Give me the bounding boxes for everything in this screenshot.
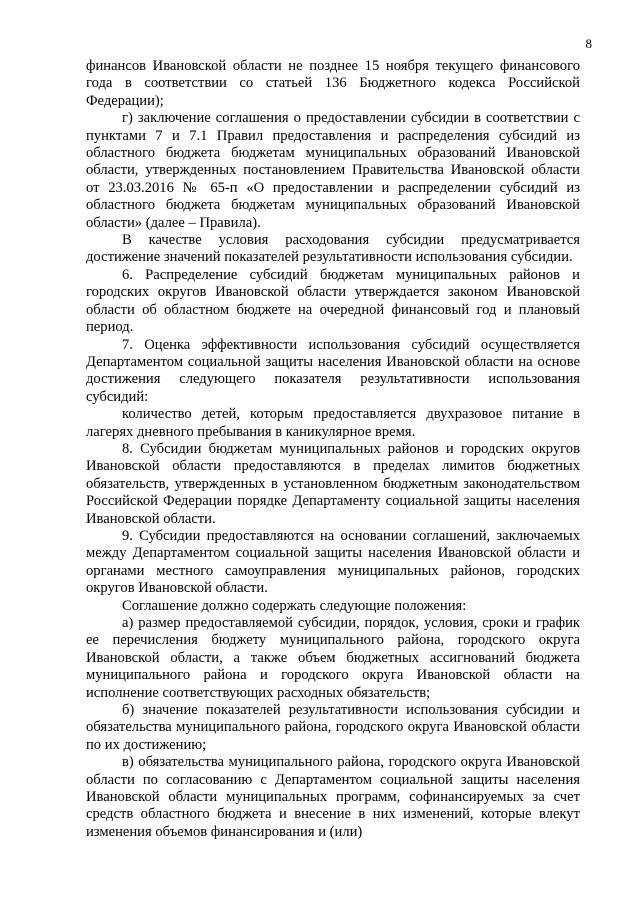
paragraph: 9. Субсидии предоставляются на основании соглашений, заключаемых между Департаментом социальной защиты населения Ивановской области и органами местного самоуправления муниципальных районов, городских округов Ивановской области. <box>86 527 580 597</box>
paragraph: финансов Ивановской области не позднее 15 ноября текущего финансового года в соответствии со статьей 136 Бюджетного кодекса Российской Федерации); <box>86 58 580 109</box>
paragraph: 8. Субсидии бюджетам муниципальных районов и городских округов Ивановской области предоставляются в пределах лимитов бюджетных обязательств, утвержденных в установленном бюджетным законодательством Российской Федерации порядке Департаменту социальной защиты населения Ивановской области. <box>86 440 580 527</box>
page-number: 8 <box>585 36 592 51</box>
paragraph: а) размер предоставляемой субсидии, порядок, условия, сроки и график ее перечисления бюджету муниципального района, городского округа Ивановской области, а также объем бюджетных ассигнований бюджета муниципального района и городского округа Ивановской области на исполнение соответствующих расходных обязательств; <box>86 615 580 701</box>
paragraph: 7. Оценка эффективности использования субсидий осуществляется Департаментом социальной защиты населения Ивановской области на основе достижения следующего показателя результативности использования субсидий: <box>86 336 580 405</box>
paragraph: б) значение показателей результативности использования субсидии и обязательства муниципального района, городского округа Ивановской области по их достижению; <box>86 702 580 753</box>
paragraph: В качестве условия расходования субсидии предусматривается достижение значений показателей результативности использования субсидии. <box>86 232 580 266</box>
paragraph: в) обязательства муниципального района, городского округа Ивановской области по согласованию с Департаментом социальной защиты населения Ивановской области муниципальных программ, софинансируемых за счет средств областного бюджета и внесение в них изменений, которые влекут изменения объемов финансирования и (или) <box>86 754 580 840</box>
paragraph: 6. Распределение субсидий бюджетам муниципальных районов и городских округов Ивановской области утверждается законом Ивановской области об областном бюджете на очередной финансовый год и плановый период. <box>86 266 580 336</box>
paragraph: количество детей, которым предоставляется двухразовое питание в лагерях дневного пребывания в каникулярное время. <box>86 406 580 440</box>
document-body <box>86 58 580 841</box>
paragraph: г) заключение соглашения о предоставлении субсидии в соответствии с пунктами 7 и 7.1 Правил предоставления и распределения субсидий из областного бюджета бюджетам муниципальных образований Ивановской области, утвержденных постановлением Правительства Ивановской области от 23.03.2016 № 65-п «О предоставлении и распределении субсидий из областного бюджета бюджетам муниципальных образований Ивановской области» (далее – Правила). <box>86 110 580 231</box>
paragraph: Соглашение должно содержать следующие положения: <box>122 597 467 614</box>
